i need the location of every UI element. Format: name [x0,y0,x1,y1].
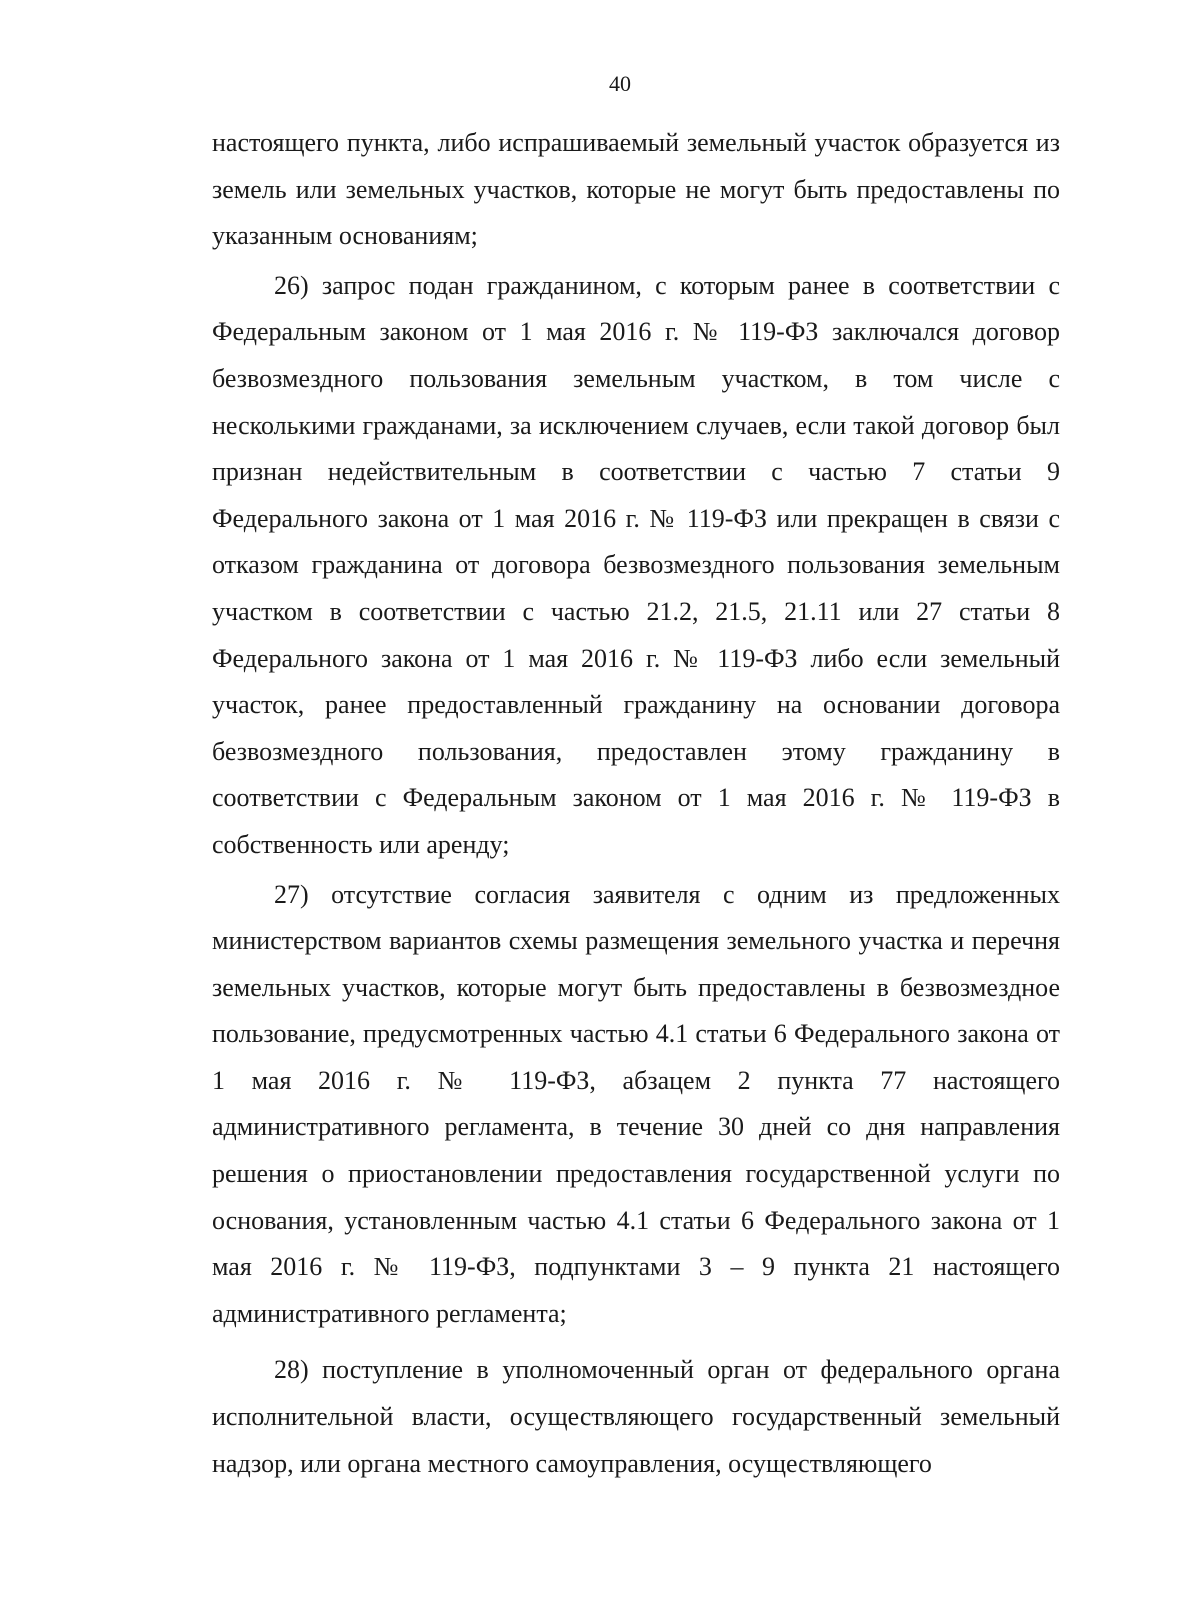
paragraph-item-27: 27) отсутствие согласия заявителя с одним из предложенных министерством вариантов схемы размещения земельного участка и перечня земельных участков, которые могут быть предоставлены в безвозмездное пользование, предусмотренных частью 4.1 статьи 6 Федерального закона от 1 мая 2016 г. № 119-ФЗ, абзацем 2 пункта 77 настоящего административного регламента, в течение 30 дней со дня направления решения о приостановлении предоставления государственной услуги по основания, установленным частью 4.1 статьи 6 Федерального закона от 1 мая 2016 г. № 119-ФЗ, подпунктами 3 – 9 пункта 21 настоящего административного регламента; [212,879,1060,1328]
paragraph-item-26: 26) запрос подан гражданином, с которым ранее в соответствии с Федеральным законом от 1 мая 2016 г. № 119-ФЗ заключался договор безвозмездного пользования земельным участком, в том числе с несколькими гражданами, за исключением случаев, если такой договор был признан недействительным в соответствии с частью 7 статьи 9 Федерального закона от 1 мая 2016 г. № 119-ФЗ или прекращен в связи с отказом гражданина от договора безвозмездного пользования земельным участком в соответствии с частью 21.2, 21.5, 21.11 или 27 статьи 8 Федерального закона от 1 мая 2016 г. № 119-ФЗ либо если земельный участок, ранее предоставленный гражданину на основании договора безвозмездного пользования, предоставлен этому гражданину в соответствии с Федеральным законом от 1 мая 2016 г. № 119-ФЗ в собственность или аренду; [212,270,1060,859]
paragraph-item-28: 28) поступление в уполномоченный орган от федерального органа исполнительной власти, осуществляющего государственный земельный надзор, или органа местного самоуправления, осуществляющего [212,1355,1060,1478]
page-number: 40 [609,71,631,96]
body-text [212,120,1060,1487]
paragraph-continuation: настоящего пункта, либо испрашиваемый земельный участок образуется из земель или земельных участков, которые не могут быть предоставлены по указанным основаниям; [212,128,1060,251]
